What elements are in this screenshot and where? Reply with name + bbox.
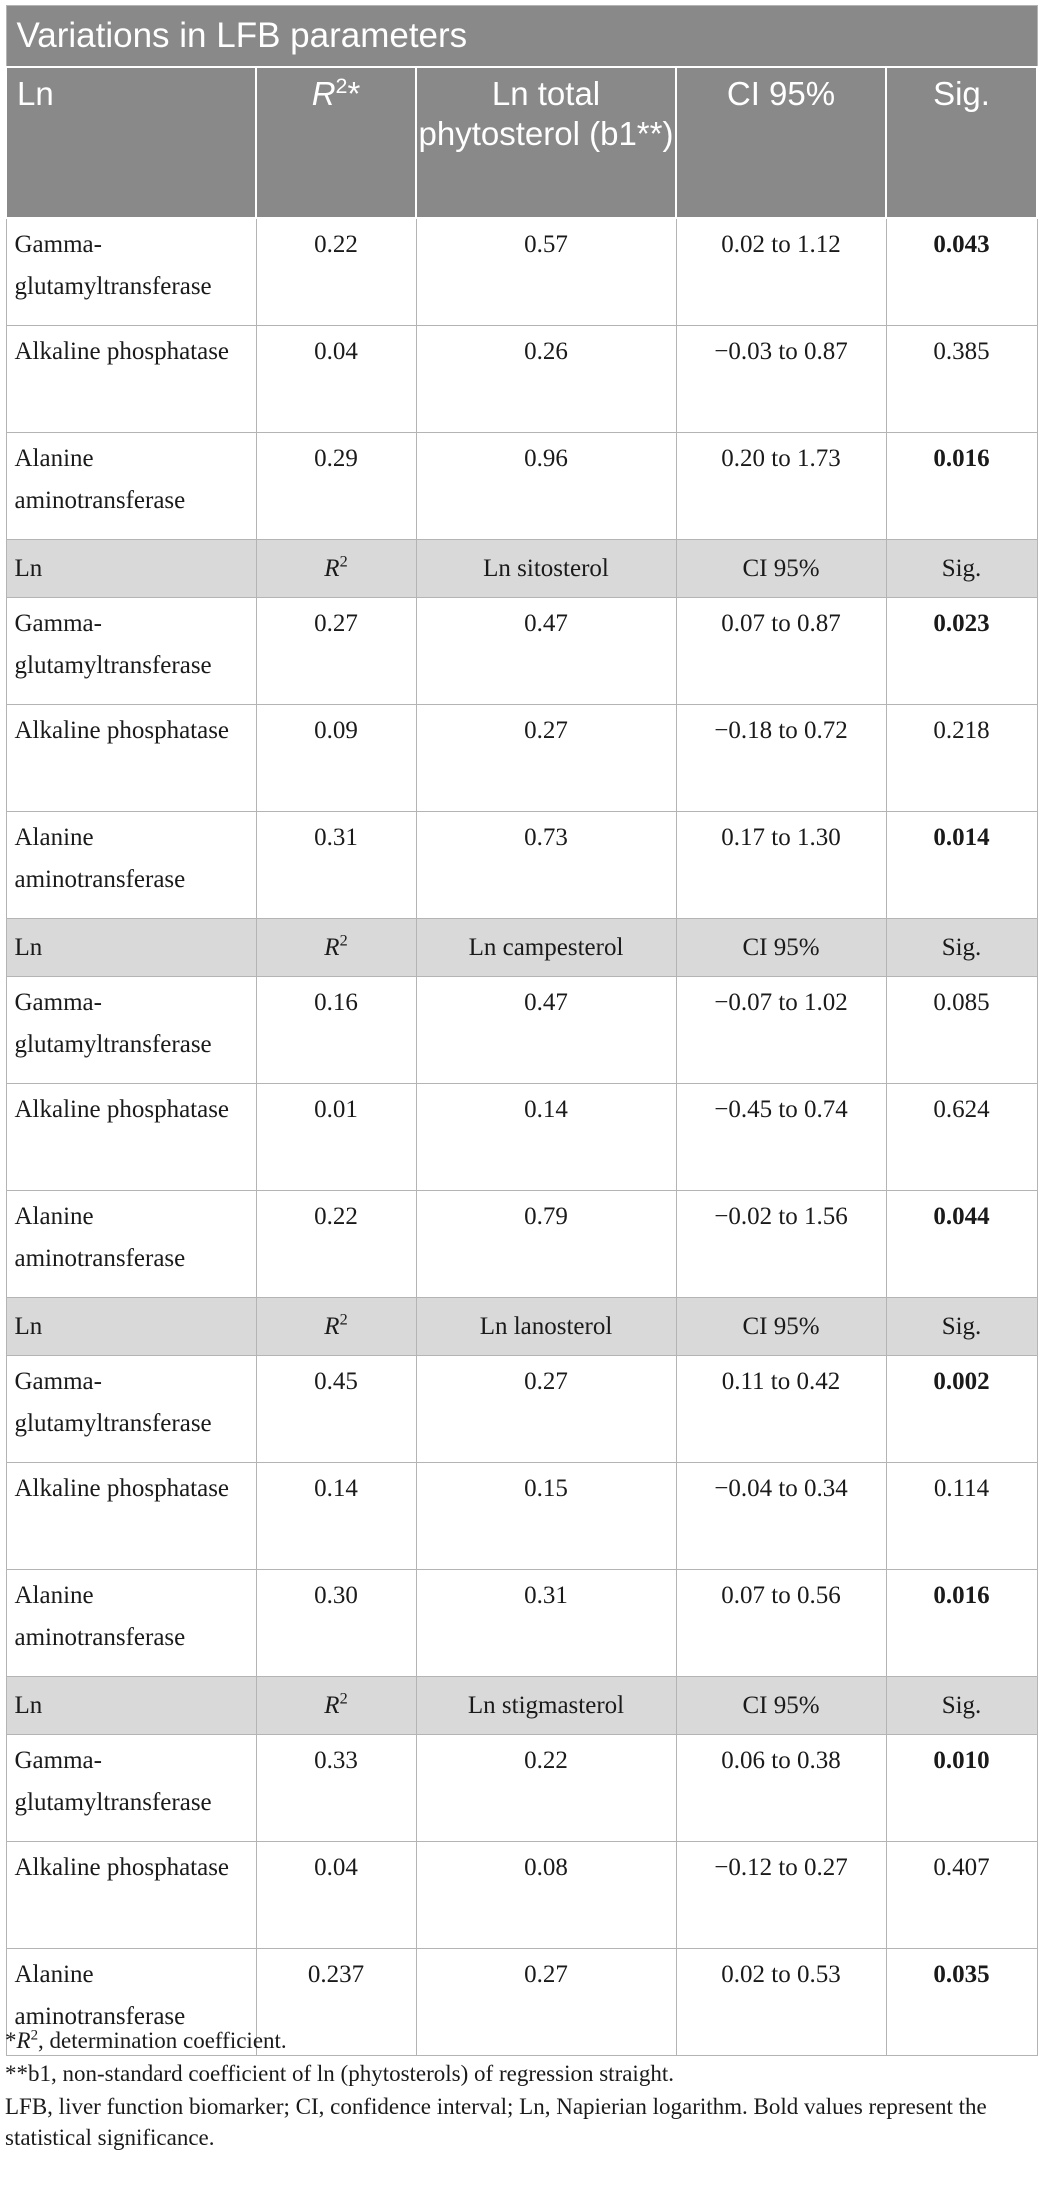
footnote-b1: **b1, non-standard coefficient of ln (phytosterols) of regression straight. <box>5 2061 674 2086</box>
footnote-r2-sup: 2 <box>30 2027 39 2044</box>
cell-r2: 0.237 <box>256 1949 416 2056</box>
cell-coefficient: 0.14 <box>416 1084 676 1191</box>
subheader-row <box>6 1298 1037 1356</box>
cell-biomarker: Alkaline phosphatase <box>6 705 256 812</box>
cell-coefficient: 0.79 <box>416 1191 676 1298</box>
header-ci: CI 95% <box>676 67 886 218</box>
cell-biomarker: Alanine aminotransferase <box>6 1949 256 2056</box>
header-r2-mark: * <box>347 75 361 112</box>
table-row <box>6 705 1037 812</box>
cell-r2: 0.31 <box>256 812 416 919</box>
cell-ci: −0.18 to 0.72 <box>676 705 886 812</box>
subheader-ln: Ln <box>6 540 256 598</box>
cell-r2: 0.01 <box>256 1084 416 1191</box>
cell-coefficient: 0.47 <box>416 977 676 1084</box>
cell-sig: 0.407 <box>886 1842 1037 1949</box>
regression-table-container <box>5 5 1036 2056</box>
cell-ci: 0.20 to 1.73 <box>676 433 886 540</box>
subheader-variable: Ln stigmasterol <box>416 1677 676 1735</box>
table-row <box>6 218 1037 326</box>
subheader-r2-symbol: R <box>324 1691 340 1719</box>
footnote-abbreviations: LFB, liver function biomarker; CI, confidence interval; Ln, Napierian logarithm. Bold values represent the statistical significance. <box>5 2094 987 2150</box>
subheader-ci: CI 95% <box>676 540 886 598</box>
table-row <box>6 1570 1037 1677</box>
cell-coefficient: 0.31 <box>416 1570 676 1677</box>
table-caption: Variations in LFB parameters <box>6 6 1037 68</box>
subheader-r2-sup: 2 <box>339 552 348 571</box>
cell-coefficient: 0.15 <box>416 1463 676 1570</box>
cell-sig: 0.010 <box>886 1735 1037 1842</box>
cell-ci: 0.06 to 0.38 <box>676 1735 886 1842</box>
cell-biomarker: Alkaline phosphatase <box>6 1463 256 1570</box>
cell-ci: −0.02 to 1.56 <box>676 1191 886 1298</box>
cell-ci: −0.12 to 0.27 <box>676 1842 886 1949</box>
subheader-variable: Ln sitosterol <box>416 540 676 598</box>
cell-coefficient: 0.27 <box>416 1356 676 1463</box>
table-row <box>6 812 1037 919</box>
table-row <box>6 326 1037 433</box>
cell-sig: 0.035 <box>886 1949 1037 2056</box>
header-r2-symbol: R <box>311 75 336 112</box>
cell-r2: 0.27 <box>256 598 416 705</box>
subheader-r2-sup: 2 <box>339 1310 348 1329</box>
cell-ci: −0.45 to 0.74 <box>676 1084 886 1191</box>
cell-ci: 0.07 to 0.56 <box>676 1570 886 1677</box>
subheader-r2 <box>256 540 416 598</box>
cell-coefficient: 0.57 <box>416 218 676 326</box>
subheader-sig: Sig. <box>886 1677 1037 1735</box>
cell-biomarker: Alanine aminotransferase <box>6 812 256 919</box>
cell-sig: 0.085 <box>886 977 1037 1084</box>
cell-sig: 0.023 <box>886 598 1037 705</box>
footnote-r2 <box>5 2025 1036 2056</box>
table-row <box>6 1842 1037 1949</box>
cell-coefficient: 0.96 <box>416 433 676 540</box>
table-header-row <box>6 67 1037 218</box>
subheader-r2-symbol: R <box>324 554 340 582</box>
cell-r2: 0.04 <box>256 326 416 433</box>
cell-coefficient: 0.26 <box>416 326 676 433</box>
cell-ci: 0.11 to 0.42 <box>676 1356 886 1463</box>
subheader-r2 <box>256 919 416 977</box>
subheader-sig: Sig. <box>886 1298 1037 1356</box>
cell-sig: 0.014 <box>886 812 1037 919</box>
cell-sig: 0.624 <box>886 1084 1037 1191</box>
cell-biomarker: Gamma-glutamyltransferase <box>6 1356 256 1463</box>
cell-r2: 0.22 <box>256 1191 416 1298</box>
cell-biomarker: Alkaline phosphatase <box>6 1842 256 1949</box>
table-row <box>6 1356 1037 1463</box>
cell-r2: 0.09 <box>256 705 416 812</box>
header-b1: Ln total phytosterol (b1**) <box>416 67 676 218</box>
cell-biomarker: Alanine aminotransferase <box>6 1191 256 1298</box>
table-footnotes <box>5 2025 1036 2155</box>
cell-biomarker: Gamma-glutamyltransferase <box>6 1735 256 1842</box>
cell-coefficient: 0.73 <box>416 812 676 919</box>
cell-r2: 0.30 <box>256 1570 416 1677</box>
cell-sig: 0.114 <box>886 1463 1037 1570</box>
table-caption-row <box>6 6 1037 68</box>
cell-biomarker: Alanine aminotransferase <box>6 1570 256 1677</box>
cell-coefficient: 0.27 <box>416 705 676 812</box>
header-r2-sup: 2 <box>335 74 348 98</box>
table-row <box>6 598 1037 705</box>
subheader-r2-symbol: R <box>324 1312 340 1340</box>
header-sig: Sig. <box>886 67 1037 218</box>
header-ln: Ln <box>6 67 256 218</box>
cell-r2: 0.29 <box>256 433 416 540</box>
cell-sig: 0.002 <box>886 1356 1037 1463</box>
cell-ci: 0.17 to 1.30 <box>676 812 886 919</box>
cell-ci: 0.02 to 0.53 <box>676 1949 886 2056</box>
cell-sig: 0.044 <box>886 1191 1037 1298</box>
table-row <box>6 1463 1037 1570</box>
subheader-variable: Ln lanosterol <box>416 1298 676 1356</box>
cell-biomarker: Alkaline phosphatase <box>6 326 256 433</box>
cell-sig: 0.043 <box>886 218 1037 326</box>
cell-r2: 0.33 <box>256 1735 416 1842</box>
cell-r2: 0.14 <box>256 1463 416 1570</box>
cell-sig: 0.218 <box>886 705 1037 812</box>
subheader-row <box>6 919 1037 977</box>
cell-coefficient: 0.08 <box>416 1842 676 1949</box>
cell-biomarker: Gamma-glutamyltransferase <box>6 977 256 1084</box>
cell-ci: −0.04 to 0.34 <box>676 1463 886 1570</box>
subheader-ln: Ln <box>6 1298 256 1356</box>
table-row <box>6 1084 1037 1191</box>
cell-r2: 0.04 <box>256 1842 416 1949</box>
subheader-variable: Ln campesterol <box>416 919 676 977</box>
cell-coefficient: 0.47 <box>416 598 676 705</box>
subheader-row <box>6 540 1037 598</box>
footnote-r2-mark: * <box>5 2028 17 2053</box>
cell-biomarker: Gamma-glutamyltransferase <box>6 598 256 705</box>
cell-coefficient: 0.27 <box>416 1949 676 2056</box>
subheader-r2-sup: 2 <box>339 931 348 950</box>
cell-ci: −0.03 to 0.87 <box>676 326 886 433</box>
footnote-r2-text: , determination coefficient. <box>38 2028 287 2053</box>
cell-biomarker: Gamma-glutamyltransferase <box>6 218 256 326</box>
cell-biomarker: Alkaline phosphatase <box>6 1084 256 1191</box>
subheader-ln: Ln <box>6 919 256 977</box>
cell-coefficient: 0.22 <box>416 1735 676 1842</box>
cell-r2: 0.16 <box>256 977 416 1084</box>
cell-ci: 0.07 to 0.87 <box>676 598 886 705</box>
cell-biomarker: Alanine aminotransferase <box>6 433 256 540</box>
subheader-r2-symbol: R <box>324 933 340 961</box>
cell-ci: 0.02 to 1.12 <box>676 218 886 326</box>
cell-r2: 0.45 <box>256 1356 416 1463</box>
header-r2 <box>256 67 416 218</box>
subheader-row <box>6 1677 1037 1735</box>
subheader-ci: CI 95% <box>676 1677 886 1735</box>
subheader-r2 <box>256 1298 416 1356</box>
cell-r2: 0.22 <box>256 218 416 326</box>
subheader-ci: CI 95% <box>676 919 886 977</box>
subheader-r2 <box>256 1677 416 1735</box>
subheader-ln: Ln <box>6 1677 256 1735</box>
table-row <box>6 1735 1037 1842</box>
cell-sig: 0.385 <box>886 326 1037 433</box>
subheader-r2-sup: 2 <box>339 1689 348 1708</box>
table-row <box>6 1191 1037 1298</box>
cell-ci: −0.07 to 1.02 <box>676 977 886 1084</box>
subheader-ci: CI 95% <box>676 1298 886 1356</box>
regression-table <box>5 5 1038 2056</box>
table-row <box>6 977 1037 1084</box>
cell-sig: 0.016 <box>886 433 1037 540</box>
table-row <box>6 433 1037 540</box>
subheader-sig: Sig. <box>886 540 1037 598</box>
footnote-r2-symbol: R <box>16 2028 31 2053</box>
subheader-sig: Sig. <box>886 919 1037 977</box>
cell-sig: 0.016 <box>886 1570 1037 1677</box>
